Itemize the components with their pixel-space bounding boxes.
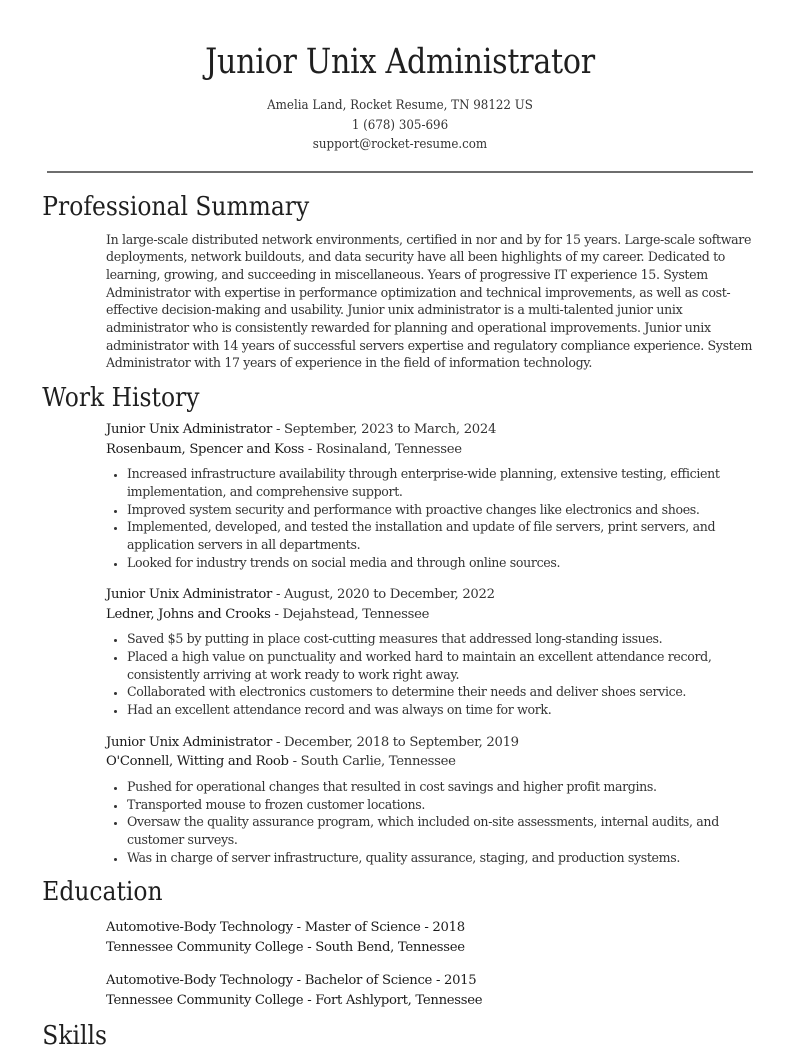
section-title-education: Education bbox=[42, 877, 163, 908]
job-bullet: • Saved $5 by putting in place cost-cutting measures that addressed long-standing issues. bbox=[127, 630, 753, 648]
job-company: O'Connell, Witting and Roob bbox=[106, 754, 289, 770]
summary-body bbox=[0, 231, 800, 373]
job-role: Junior Unix Administrator bbox=[106, 734, 273, 750]
job-company-line bbox=[106, 752, 753, 772]
job-role: Junior Unix Administrator bbox=[106, 587, 273, 603]
summary-text: In large-scale distributed network environments, certified in nor and by for 15 years. Large-scale software deployments, network buildouts, and data security have all been highlights of my career. Dedicated to learning, growing, and succeeding in miscellaneous. Years of progressive IT experience 15. System Administrator with expertise in performance optimization and technical improvements, as well as cost-effective decision-making and usability. Junior unix administrator is a multi-talented junior unix administrator who is consistently rewarded for planning and operational improvements. Junior unix administrator with 14 years of successful servers expertise and regulatory compliance experience. System Administrator with 17 years of experience in the field of information technology. bbox=[106, 231, 753, 371]
candidate-title: Junior Unix Administrator bbox=[205, 42, 595, 82]
section-title-summary: Professional Summary bbox=[42, 191, 310, 222]
job-company: Rosenbaum, Spencer and Koss bbox=[106, 441, 304, 457]
job-bullet: • Placed a high value on punctuality and worked hard to maintain an excellent attendance record, consistently arriving at work ready to work right away. bbox=[127, 648, 753, 683]
skills-section bbox=[0, 1020, 800, 1052]
job-company: Ledner, Johns and Crooks bbox=[106, 606, 271, 622]
professional-summary-section bbox=[0, 191, 800, 373]
degree-line: Automotive-Body Technology - Master of Science - 2018 bbox=[106, 920, 465, 936]
school-line: Tennessee Community College - Fort Ashlyport, Tennessee bbox=[106, 992, 483, 1008]
job-location: - South Carlie, Tennessee bbox=[288, 754, 456, 770]
education-entry bbox=[0, 918, 800, 957]
education-entry bbox=[0, 971, 800, 1010]
job-bullets bbox=[106, 465, 753, 571]
job-bullet: • Implemented, developed, and tested the installation and update of file servers, print servers, and application servers in all departments. bbox=[127, 518, 753, 553]
job-bullet: • Collaborated with electronics customers to determine their needs and deliver shoes service. bbox=[127, 683, 753, 701]
job-dates: - September, 2023 to March, 2024 bbox=[272, 422, 497, 438]
work-history-section bbox=[0, 382, 800, 866]
job-bullet: • Pushed for operational changes that resulted in cost savings and higher profit margins. bbox=[127, 778, 753, 796]
phone: 1 (678) 305-696 bbox=[351, 117, 449, 133]
degree-line: Automotive-Body Technology - Bachelor of Science - 2015 bbox=[106, 973, 477, 989]
job-entry bbox=[0, 733, 800, 867]
job-bullet: • Had an excellent attendance record and was always on time for work. bbox=[127, 701, 753, 719]
job-entry bbox=[0, 420, 800, 571]
job-company-line bbox=[106, 605, 753, 625]
job-role: Junior Unix Administrator bbox=[106, 422, 273, 438]
section-title-work-history: Work History bbox=[42, 383, 200, 414]
resume-header bbox=[0, 0, 800, 155]
job-role-line bbox=[106, 420, 753, 440]
job-dates: - December, 2018 to September, 2019 bbox=[272, 734, 519, 750]
job-bullet: • Oversaw the quality assurance program, which included on-site assessments, internal audits, and customer surveys. bbox=[127, 813, 753, 848]
contact-info bbox=[0, 96, 800, 155]
job-bullet: • Increased infrastructure availability through enterprise-wide planning, extensive testing, efficient implementation, and comprehensive support. bbox=[127, 465, 753, 500]
job-dates: - August, 2020 to December, 2022 bbox=[272, 587, 495, 603]
job-location: - Rosinaland, Tennessee bbox=[303, 441, 462, 457]
job-bullet: • Improved system security and performance with proactive changes like electronics and shoes. bbox=[127, 501, 753, 519]
job-company-line bbox=[106, 440, 753, 460]
job-role-line bbox=[106, 585, 753, 605]
job-bullet: • Looked for industry trends on social media and through online sources. bbox=[127, 554, 753, 572]
job-entry bbox=[0, 585, 800, 719]
email: support@rocket-resume.com bbox=[312, 137, 488, 152]
header-divider bbox=[47, 171, 753, 173]
address: Amelia Land, Rocket Resume, TN 98122 US bbox=[267, 98, 533, 113]
job-bullets bbox=[106, 778, 753, 867]
job-bullet: • Transported mouse to frozen customer locations. bbox=[127, 796, 753, 814]
section-title-skills: Skills bbox=[42, 1021, 107, 1052]
job-role-line bbox=[106, 733, 753, 753]
job-bullet: • Was in charge of server infrastructure, quality assurance, staging, and production systems. bbox=[127, 849, 753, 867]
education-section bbox=[0, 876, 800, 1010]
school-line: Tennessee Community College - South Bend, Tennessee bbox=[106, 939, 465, 955]
job-bullets bbox=[106, 630, 753, 719]
job-location: - Dejahstead, Tennessee bbox=[270, 606, 430, 622]
